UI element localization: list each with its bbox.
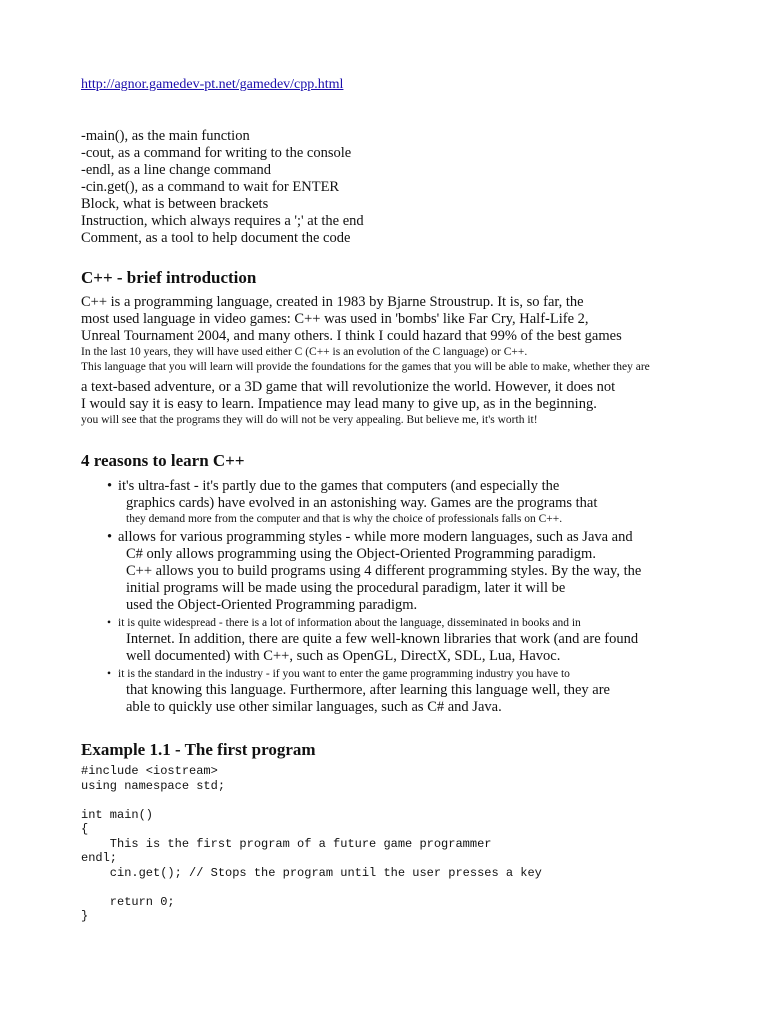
reason-line: well documented) with C++, such as OpenGL, DirectX, SDL, Lua, Havoc.	[126, 648, 561, 664]
reason-line: graphics cards) have evolved in an astonishing way. Games are the programs that	[126, 495, 598, 511]
reason-line: it is quite widespread - there is a lot of information about the language, disseminated in books and in	[118, 617, 581, 629]
list-item: -endl, as a line change command	[81, 162, 272, 178]
code-block: #include <iostream> using namespace std; int main() { This is the first program of a future game programmer endl; cin.get(); // Stops the program until the user presses a key return 0; }	[81, 764, 542, 923]
paragraph-line: you will see that the programs they will do will not be very appealing. But believe me, it's worth it!	[81, 414, 538, 426]
bullet-icon: •	[107, 529, 113, 545]
source-link[interactable]: http://agnor.gamedev-pt.net/gamedev/cpp.html	[81, 77, 344, 92]
paragraph-line: In the last 10 years, they will have used either C (C++ is an evolution of the C language) or C++.	[81, 346, 528, 358]
paragraph-line: Unreal Tournament 2004, and many others. I think I could hazard that 99% of the best games	[81, 328, 622, 344]
list-item: -cout, as a command for writing to the console	[81, 145, 352, 161]
bullet-icon: •	[107, 617, 112, 629]
list-item	[81, 616, 641, 665]
list-item: Instruction, which always requires a ';' at the end	[81, 213, 364, 229]
paragraph-line: This language that you will learn will provide the foundations for the games that you will be able to make, whether they are	[81, 361, 650, 373]
reasons-heading: 4 reasons to learn C++	[81, 451, 245, 470]
list-item	[81, 529, 641, 614]
list-item: Comment, as a tool to help document the code	[81, 230, 351, 246]
reason-line: initial programs will be made using the procedural paradigm, later it will be	[126, 580, 566, 596]
intro-heading: C++ - brief introduction	[81, 268, 257, 287]
reasons-list	[81, 478, 641, 718]
reason-line: they demand more from the computer and that is why the choice of professionals falls on C++.	[126, 513, 563, 525]
paragraph-line: I would say it is easy to learn. Impatience may lead many to give up, as in the beginning.	[81, 396, 597, 412]
list-item	[81, 478, 641, 527]
list-item	[81, 667, 641, 716]
reason-line: it's ultra-fast - it's partly due to the games that computers (and especially the	[118, 478, 560, 494]
reason-line: C++ allows you to build programs using 4 different programming styles. By the way, the	[126, 563, 642, 579]
reason-line: allows for various programming styles - while more modern languages, such as Java and	[118, 529, 633, 545]
example-heading: Example 1.1 - The first program	[81, 740, 316, 759]
list-item: -main(), as the main function	[81, 128, 250, 144]
reason-line: able to quickly use other similar languages, such as C# and Java.	[126, 699, 502, 715]
reason-line: it is the standard in the industry - if you want to enter the game programming industry you have to	[118, 668, 570, 680]
bullet-icon: •	[107, 668, 112, 680]
reason-line: C# only allows programming using the Object-Oriented Programming paradigm.	[126, 546, 596, 562]
paragraph-line: most used language in video games: C++ was used in 'bombs' like Far Cry, Half-Life 2,	[81, 311, 589, 327]
paragraph-line: a text-based adventure, or a 3D game that will revolutionize the world. However, it does not	[81, 379, 616, 395]
intro-paragraph	[81, 294, 650, 428]
list-item: -cin.get(), as a command to wait for ENTER	[81, 179, 340, 195]
reason-line: used the Object-Oriented Programming paradigm.	[126, 597, 418, 613]
paragraph-line: C++ is a programming language, created in 1983 by Bjarne Stroustrup. It is, so far, the	[81, 294, 584, 310]
concepts-list	[81, 128, 364, 247]
reason-line: that knowing this language. Furthermore, after learning this language well, they are	[126, 682, 610, 698]
reason-line: Internet. In addition, there are quite a few well-known libraries that work (and are found	[126, 631, 639, 647]
bullet-icon: •	[107, 478, 113, 494]
list-item: Block, what is between brackets	[81, 196, 269, 212]
